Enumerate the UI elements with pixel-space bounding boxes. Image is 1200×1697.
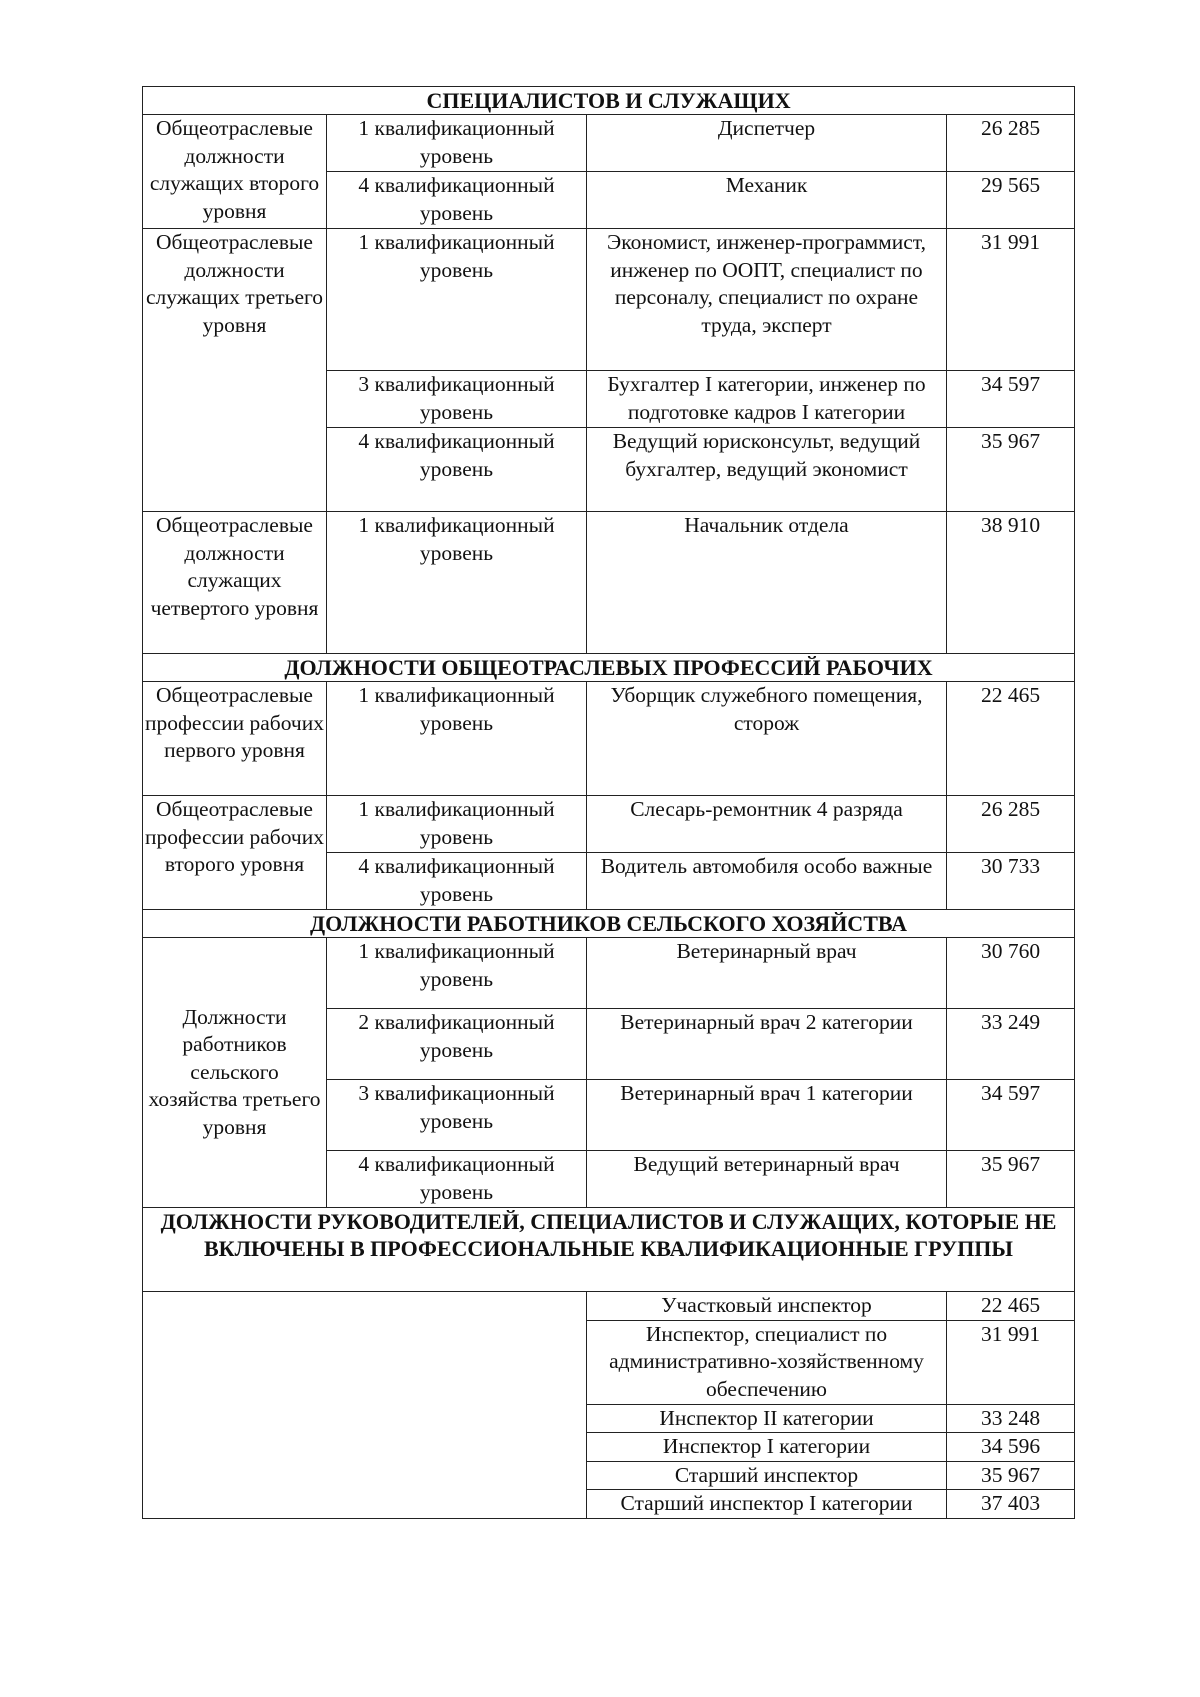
position: Инспектор I категории [587, 1433, 947, 1462]
salary: 37 403 [947, 1490, 1075, 1519]
group-name: Общеотраслевые профессии рабочих первого уровня [143, 682, 327, 796]
salary: 34 597 [947, 1080, 1075, 1151]
table-row [143, 1292, 1075, 1321]
section-header-row [143, 910, 1075, 938]
salary: 26 285 [947, 796, 1075, 853]
position: Ветеринарный врач [587, 938, 947, 1009]
table-row [143, 796, 1075, 853]
position: Старший инспектор [587, 1461, 947, 1490]
qualification-level: 4 квалификационный уровень [327, 853, 587, 910]
salary: 33 249 [947, 1009, 1075, 1080]
section-header-row [143, 654, 1075, 682]
table-row [143, 682, 1075, 796]
section-title: ДОЛЖНОСТИ ОБЩЕОТРАСЛЕВЫХ ПРОФЕССИЙ РАБОЧИХ [143, 654, 1075, 682]
position: Слесарь-ремонтник 4 разряда [587, 796, 947, 853]
qualification-level: 4 квалификационный уровень [327, 428, 587, 512]
position: Ведущий ветеринарный врач [587, 1151, 947, 1208]
position: Водитель автомобиля особо важные [587, 853, 947, 910]
salary: 34 597 [947, 371, 1075, 428]
group-name: Общеотраслевые должности служащих третьего уровня [143, 229, 327, 512]
group-name: Общеотраслевые должности служащих второго уровня [143, 115, 327, 229]
salary: 38 910 [947, 512, 1075, 654]
section-title: ДОЛЖНОСТИ РАБОТНИКОВ СЕЛЬСКОГО ХОЗЯЙСТВА [143, 910, 1075, 938]
qualification-level: 2 квалификационный уровень [327, 1009, 587, 1080]
group-name: Должности работников сельского хозяйства третьего уровня [143, 938, 327, 1208]
empty-cell [143, 1292, 587, 1519]
position: Уборщик служебного помещения, сторож [587, 682, 947, 796]
salary: 29 565 [947, 172, 1075, 229]
salary: 34 596 [947, 1433, 1075, 1462]
qualification-level: 1 квалификационный уровень [327, 115, 587, 172]
section-title: ДОЛЖНОСТИ РУКОВОДИТЕЛЕЙ, СПЕЦИАЛИСТОВ И СЛУЖАЩИХ, КОТОРЫЕ НЕ ВКЛЮЧЕНЫ В ПРОФЕССИОНАЛЬНЫЕ КВАЛИФИКАЦИОННЫЕ ГРУППЫ [143, 1208, 1075, 1292]
position: Механик [587, 172, 947, 229]
qualification-level: 4 квалификационный уровень [327, 1151, 587, 1208]
salary: 35 967 [947, 1461, 1075, 1490]
position: Ветеринарный врач 2 категории [587, 1009, 947, 1080]
position: Инспектор II категории [587, 1404, 947, 1433]
salary: 31 991 [947, 1320, 1075, 1404]
position: Инспектор, специалист по административно-хозяйственному обеспечению [587, 1320, 947, 1404]
position: Диспетчер [587, 115, 947, 172]
group-name: Общеотраслевые должности служащих четвертого уровня [143, 512, 327, 654]
position: Экономист, инженер-программист, инженер по ООПТ, специалист по персоналу, специалист по охране труда, эксперт [587, 229, 947, 371]
section-title: СПЕЦИАЛИСТОВ И СЛУЖАЩИХ [143, 87, 1075, 115]
qualification-level: 1 квалификационный уровень [327, 512, 587, 654]
group-name: Общеотраслевые профессии рабочих второго уровня [143, 796, 327, 910]
qualification-level: 1 квалификационный уровень [327, 682, 587, 796]
salary: 22 465 [947, 682, 1075, 796]
section-header-row [143, 87, 1075, 115]
position: Начальник отдела [587, 512, 947, 654]
qualification-level: 4 квалификационный уровень [327, 172, 587, 229]
qualification-level: 1 квалификационный уровень [327, 938, 587, 1009]
section-header-row [143, 1208, 1075, 1292]
position: Старший инспектор I категории [587, 1490, 947, 1519]
salary: 30 733 [947, 853, 1075, 910]
position: Участковый инспектор [587, 1292, 947, 1321]
salary: 33 248 [947, 1404, 1075, 1433]
table-row [143, 115, 1075, 172]
qualification-level: 1 квалификационный уровень [327, 229, 587, 371]
position: Ветеринарный врач 1 категории [587, 1080, 947, 1151]
salary: 35 967 [947, 428, 1075, 512]
salary: 30 760 [947, 938, 1075, 1009]
salary: 35 967 [947, 1151, 1075, 1208]
position: Бухгалтер I категории, инженер по подготовке кадров I категории [587, 371, 947, 428]
position: Ведущий юрисконсульт, ведущий бухгалтер, ведущий экономист [587, 428, 947, 512]
table-row [143, 938, 1075, 1009]
salary-table [142, 86, 1075, 1519]
qualification-level: 3 квалификационный уровень [327, 1080, 587, 1151]
salary: 22 465 [947, 1292, 1075, 1321]
table-row [143, 229, 1075, 371]
salary: 26 285 [947, 115, 1075, 172]
qualification-level: 1 квалификационный уровень [327, 796, 587, 853]
table-row [143, 512, 1075, 654]
qualification-level: 3 квалификационный уровень [327, 371, 587, 428]
salary: 31 991 [947, 229, 1075, 371]
